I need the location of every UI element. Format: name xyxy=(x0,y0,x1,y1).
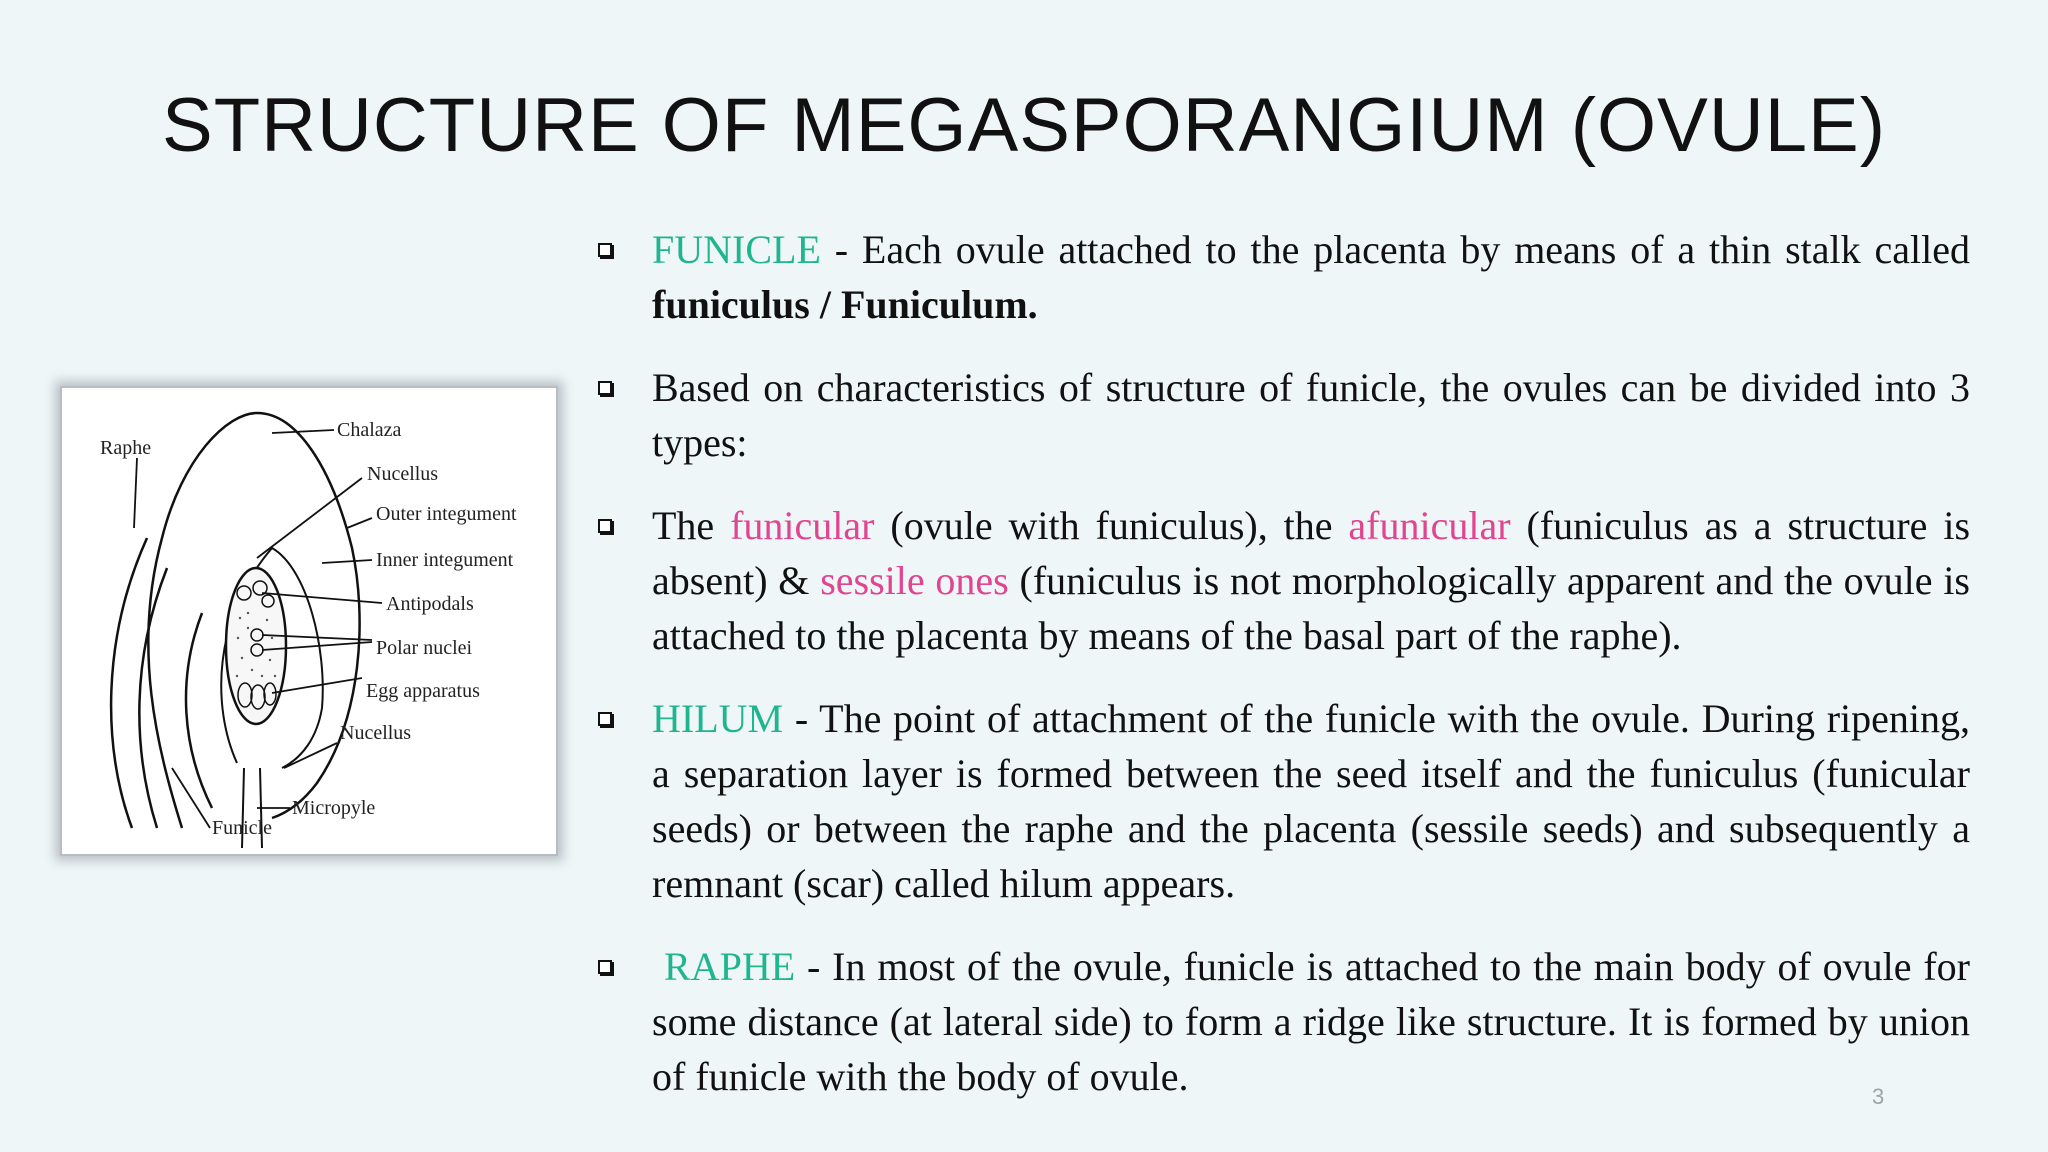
label-polar-nuclei: Polar nuclei xyxy=(376,637,473,659)
embryo-sac xyxy=(226,568,286,724)
term-funiculus: funiculus / Funiculum. xyxy=(652,282,1038,327)
bullet-list xyxy=(590,222,1970,1132)
term-sessile: sessile ones xyxy=(820,558,1009,603)
term-funicle: FUNICLE xyxy=(652,227,821,272)
bullet-raphe xyxy=(590,939,1970,1104)
term-afunicular: afunicular xyxy=(1348,503,1511,548)
raphe-ridge-middle xyxy=(139,568,167,828)
term-hilum: HILUM xyxy=(652,696,784,741)
square-bullet-icon xyxy=(598,519,612,533)
square-bullet-icon xyxy=(598,381,612,395)
ovule-diagram xyxy=(60,386,558,856)
bullet-funicle xyxy=(590,222,1970,332)
raphe-ridge-inner xyxy=(186,613,212,808)
square-bullet-icon xyxy=(598,712,612,726)
label-funicle: Funicle xyxy=(212,817,272,839)
bullet-text: - In most of the ovule, funicle is attached to the main body of ovule for some distance (at lateral side) to form a ridge like structure. It is formed by union of funicle with the body of ovule. xyxy=(652,944,1970,1099)
label-nucellus-bottom: Nucellus xyxy=(340,722,412,744)
square-bullet-icon xyxy=(598,960,612,974)
label-outer-integument: Outer integument xyxy=(376,503,517,525)
bullet-text: - The point of attachment of the funicle with the ovule. During ripening, a separation layer is formed between the seed itself and the funiculus (funicular seeds) or between the raphe and the placenta (sessile seeds) and subsequently a remnant (scar) called hilum appears. xyxy=(652,696,1970,906)
bullet-text: The xyxy=(652,503,731,548)
ovule-diagram-svg xyxy=(62,388,556,854)
page-number: 3 xyxy=(1872,1084,1885,1109)
square-bullet-icon xyxy=(598,243,612,257)
label-inner-integument: Inner integument xyxy=(376,549,514,571)
bullet-text: (ovule with funiculus), the xyxy=(874,503,1349,548)
bullet-text: - Each ovule attached to the placenta by means of a thin stalk called xyxy=(820,227,1970,272)
bullet-ovule-types xyxy=(590,498,1970,663)
bullet-text: Based on characteristics of structure of funicle, the ovules can be divided into 3 types: xyxy=(652,365,1970,465)
label-nucellus-top: Nucellus xyxy=(367,463,439,485)
label-raphe: Raphe xyxy=(100,437,152,459)
label-egg-apparatus: Egg apparatus xyxy=(366,680,480,702)
label-antipodals: Antipodals xyxy=(386,593,474,615)
bullet-text: (funiculus is not morphologically apparent and the ovule is attached to the placenta by means of the basal part of the raphe). xyxy=(652,558,1970,658)
bullet-text: (funiculus as a structure is absent) & xyxy=(652,503,1971,603)
bullet-hilum xyxy=(590,691,1970,911)
label-chalaza: Chalaza xyxy=(337,419,402,441)
term-raphe: RAPHE xyxy=(664,944,796,989)
label-micropyle: Micropyle xyxy=(292,797,376,819)
bullet-ovule-types-intro xyxy=(590,360,1970,470)
slide-title: STRUCTURE OF MEGASPORANGIUM (OVULE) xyxy=(162,83,1886,168)
term-funicular: funicular xyxy=(730,503,875,548)
